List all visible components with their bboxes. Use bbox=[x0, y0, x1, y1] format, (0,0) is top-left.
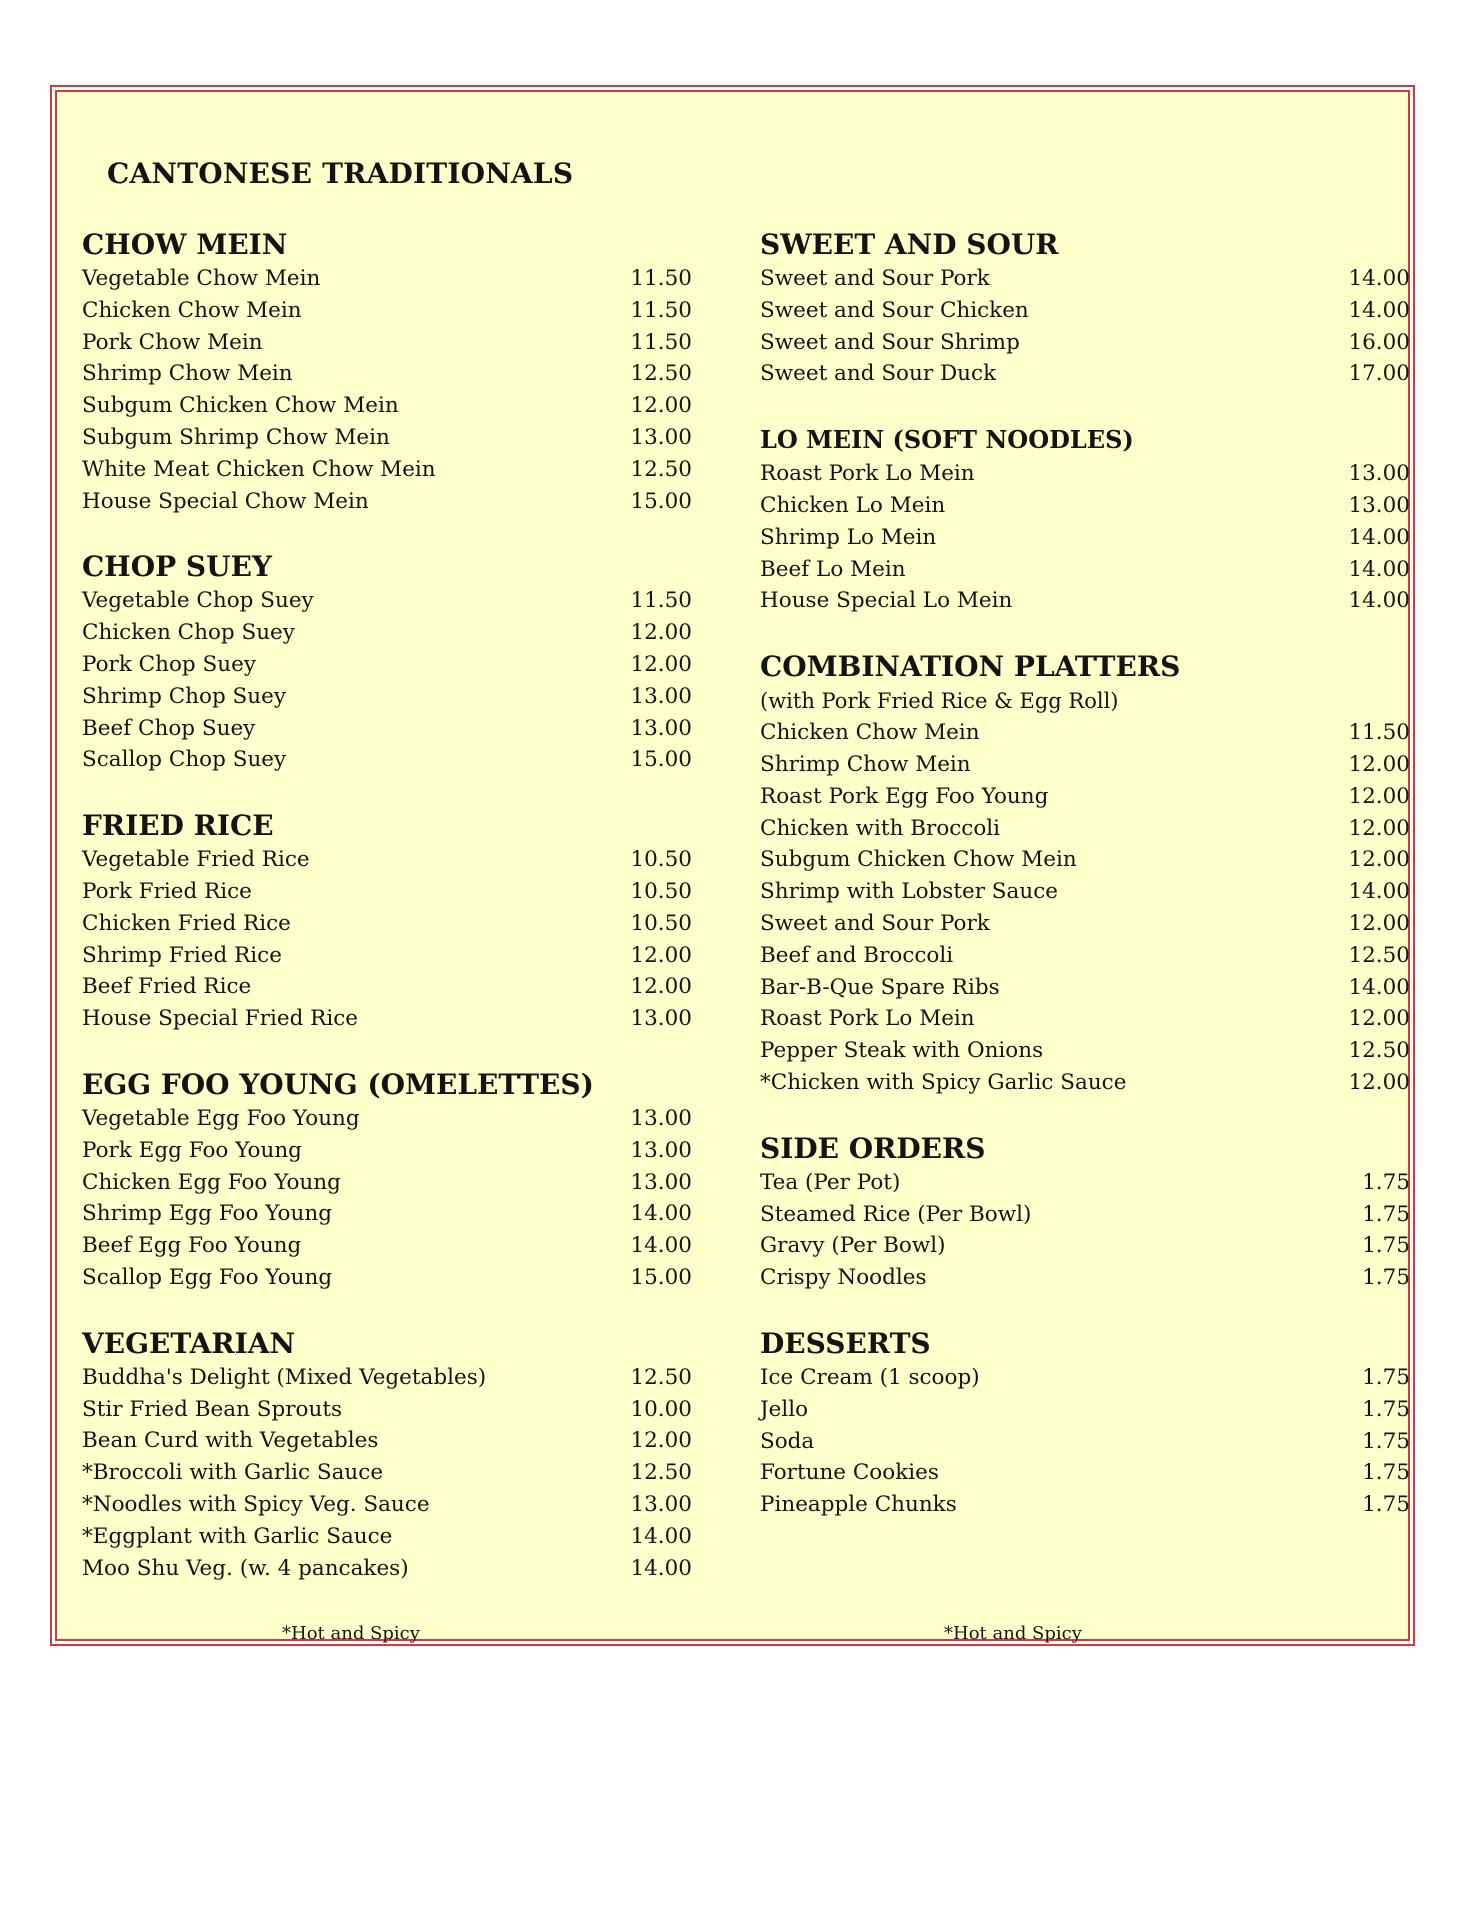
menu-item bbox=[82, 1230, 692, 1262]
menu-item bbox=[760, 295, 1410, 327]
menu-item bbox=[760, 458, 1410, 490]
menu-item-name: Subgum Chicken Chow Mein bbox=[760, 847, 1077, 873]
section-vegetarian bbox=[82, 1326, 692, 1585]
section-title: CHOP SUEY bbox=[82, 550, 272, 584]
menu-item bbox=[82, 295, 692, 327]
menu-item-price: 13.00 bbox=[630, 1491, 692, 1517]
menu-item-price: 13.00 bbox=[1348, 461, 1410, 487]
section-title: EGG FOO YOUNG (OMELETTES) bbox=[82, 1067, 594, 1101]
menu-item bbox=[760, 717, 1410, 749]
menu-item-name: Beef Fried Rice bbox=[82, 974, 252, 1000]
menu-item-price: 12.00 bbox=[1348, 847, 1410, 873]
menu-item-price: 14.00 bbox=[1348, 974, 1410, 1000]
menu-item-price: 15.00 bbox=[630, 1264, 692, 1290]
menu-item-price: 13.00 bbox=[630, 1137, 692, 1163]
menu-item-name: Chicken Chow Mein bbox=[82, 297, 302, 323]
menu-item-name: Steamed Rice (Per Bowl) bbox=[760, 1201, 1032, 1227]
menu-item-name: Roast Pork Egg Foo Young bbox=[760, 783, 1049, 809]
menu-item-price: 12.50 bbox=[630, 456, 692, 482]
menu-item-name: Pork Chop Suey bbox=[82, 651, 256, 677]
menu-item-price: 12.50 bbox=[1348, 1038, 1410, 1064]
menu-item-price: 14.00 bbox=[630, 1523, 692, 1549]
menu-item-price: 13.00 bbox=[1348, 492, 1410, 518]
menu-item bbox=[760, 327, 1410, 359]
menu-item-name: Shrimp Chow Mein bbox=[82, 361, 293, 387]
menu-item-price: 1.75 bbox=[1362, 1492, 1410, 1518]
menu-item bbox=[760, 1362, 1410, 1394]
section-title: VEGETARIAN bbox=[82, 1326, 296, 1360]
section-note: (with Pork Fried Rice & Egg Roll) bbox=[760, 689, 1119, 714]
menu-item-price: 12.00 bbox=[1348, 1069, 1410, 1095]
menu-item-price: 14.00 bbox=[1348, 266, 1410, 291]
menu-item bbox=[760, 844, 1410, 876]
menu-item-name: Sweet and Sour Duck bbox=[760, 361, 997, 387]
menu-item-name: House Special Chow Mein bbox=[82, 488, 369, 514]
menu-item-name: Tea (Per Pot) bbox=[760, 1169, 901, 1195]
menu-item bbox=[760, 1067, 1410, 1099]
menu-item-name: *Eggplant with Garlic Sauce bbox=[82, 1523, 393, 1549]
section-egg-foo-young-omelettes bbox=[82, 1067, 692, 1294]
menu-item-price: 11.50 bbox=[630, 588, 692, 614]
menu-item bbox=[760, 908, 1410, 940]
menu-item bbox=[760, 554, 1410, 586]
menu-item-price: 1.75 bbox=[1362, 1233, 1410, 1259]
section-combination-platters bbox=[760, 649, 1410, 1099]
menu-item-price: 10.00 bbox=[630, 1396, 692, 1422]
menu-item-name: Vegetable Chow Mein bbox=[82, 266, 321, 291]
menu-item bbox=[82, 1489, 692, 1521]
menu-item bbox=[82, 617, 692, 649]
menu-item bbox=[760, 972, 1410, 1004]
menu-item-price: 14.00 bbox=[630, 1201, 692, 1227]
section-desserts bbox=[760, 1326, 1410, 1521]
menu-item-name: Chicken Lo Mein bbox=[760, 492, 946, 518]
menu-item-price: 11.50 bbox=[630, 329, 692, 355]
menu-item-price: 14.00 bbox=[1348, 297, 1410, 323]
menu-item-price: 12.00 bbox=[630, 620, 692, 646]
menu-item-name: Pork Egg Foo Young bbox=[82, 1137, 302, 1163]
menu-item-name: Roast Pork Lo Mein bbox=[760, 461, 975, 487]
menu-item-price: 13.00 bbox=[630, 715, 692, 741]
menu-item bbox=[82, 390, 692, 422]
menu-item bbox=[760, 1489, 1410, 1521]
menu-item-name: White Meat Chicken Chow Mein bbox=[82, 456, 436, 482]
menu-item bbox=[82, 1521, 692, 1553]
menu-item bbox=[82, 1553, 692, 1585]
menu-item bbox=[82, 327, 692, 359]
menu-item-price: 1.75 bbox=[1362, 1201, 1410, 1227]
menu-item bbox=[82, 876, 692, 908]
menu-item bbox=[82, 1394, 692, 1426]
menu-item bbox=[760, 358, 1410, 390]
menu-item-name: Vegetable Chop Suey bbox=[82, 588, 314, 614]
menu-item-price: 1.75 bbox=[1362, 1169, 1410, 1195]
menu-item-name: Subgum Shrimp Chow Mein bbox=[82, 424, 390, 450]
left-column bbox=[82, 227, 692, 1616]
menu-item bbox=[760, 1199, 1410, 1231]
menu-item bbox=[82, 1198, 692, 1230]
menu-item-name: Beef Chop Suey bbox=[82, 715, 256, 741]
section-chow-mein bbox=[82, 227, 692, 517]
menu-item-name: Buddha's Delight (Mixed Vegetables) bbox=[82, 1364, 487, 1390]
menu-item bbox=[760, 781, 1410, 813]
menu-item-price: 13.00 bbox=[630, 1169, 692, 1195]
menu-item bbox=[760, 263, 1410, 295]
section-chop-suey bbox=[82, 549, 692, 776]
menu-item-name: Beef and Broccoli bbox=[760, 942, 954, 968]
menu-item-price: 12.00 bbox=[1348, 910, 1410, 936]
menu-item bbox=[82, 1135, 692, 1167]
menu-item bbox=[82, 908, 692, 940]
footnote-hot-spicy-left: *Hot and Spicy bbox=[282, 1623, 420, 1644]
menu-item-price: 11.50 bbox=[630, 297, 692, 323]
menu-item-price: 12.00 bbox=[1348, 1006, 1410, 1032]
menu-item-price: 12.00 bbox=[1348, 783, 1410, 809]
menu-item bbox=[82, 1457, 692, 1489]
menu-item bbox=[82, 358, 692, 390]
section-side-orders bbox=[760, 1131, 1410, 1294]
menu-item-price: 1.75 bbox=[1362, 1396, 1410, 1422]
menu-item-name: Shrimp Chop Suey bbox=[82, 683, 286, 709]
menu-item-name: House Special Lo Mein bbox=[760, 588, 1013, 614]
menu-item-price: 12.50 bbox=[1348, 942, 1410, 968]
menu-item-name: Pork Chow Mein bbox=[82, 329, 263, 355]
section-title: SWEET AND SOUR bbox=[760, 228, 1059, 261]
menu-item-price: 12.00 bbox=[630, 1428, 692, 1454]
menu-item-price: 13.00 bbox=[630, 1105, 692, 1131]
menu-item-name: Chicken Fried Rice bbox=[82, 910, 291, 936]
section-title: DESSERTS bbox=[760, 1326, 931, 1360]
menu-item-price: 14.00 bbox=[1348, 879, 1410, 905]
section-title: CHOW MEIN bbox=[82, 228, 288, 261]
menu-item bbox=[760, 585, 1410, 617]
menu-item-price: 1.75 bbox=[1362, 1265, 1410, 1291]
menu-item-price: 1.75 bbox=[1362, 1364, 1410, 1390]
section-sweet-and-sour bbox=[760, 227, 1410, 390]
menu-item-price: 10.50 bbox=[630, 878, 692, 904]
menu-item bbox=[760, 522, 1410, 554]
menu-item-name: Jello bbox=[760, 1396, 809, 1422]
menu-item bbox=[760, 1457, 1410, 1489]
menu-item-name: Pork Fried Rice bbox=[82, 878, 252, 904]
menu-item bbox=[760, 1230, 1410, 1262]
menu-item-name: Shrimp with Lobster Sauce bbox=[760, 879, 1058, 905]
menu-item-price: 14.00 bbox=[630, 1555, 692, 1581]
menu-item-name: *Noodles with Spicy Veg. Sauce bbox=[82, 1491, 430, 1517]
menu-item bbox=[760, 1394, 1410, 1426]
menu-item-price: 12.50 bbox=[630, 1460, 692, 1486]
menu-item-price: 12.50 bbox=[630, 361, 692, 387]
menu-item-name: Soda bbox=[760, 1428, 815, 1454]
menu-item bbox=[760, 1262, 1410, 1294]
menu-item bbox=[760, 1035, 1410, 1067]
section-title: COMBINATION PLATTERS bbox=[760, 650, 1181, 684]
menu-item-name: Bean Curd with Vegetables bbox=[82, 1428, 379, 1454]
menu-item bbox=[82, 713, 692, 745]
menu-item-name: Shrimp Fried Rice bbox=[82, 942, 282, 968]
menu-item bbox=[82, 1262, 692, 1294]
menu-item bbox=[760, 813, 1410, 845]
menu-item-name: Shrimp Lo Mein bbox=[760, 524, 937, 550]
menu-item-name: Beef Lo Mein bbox=[760, 556, 906, 582]
menu-item-price: 10.50 bbox=[630, 910, 692, 936]
section-fried-rice bbox=[82, 808, 692, 1035]
menu-item-name: Chicken Egg Foo Young bbox=[82, 1169, 341, 1195]
menu-item bbox=[82, 585, 692, 617]
menu-item-name: Sweet and Sour Chicken bbox=[760, 297, 1029, 323]
menu-item-name: Subgum Chicken Chow Mein bbox=[82, 393, 399, 419]
menu-item bbox=[82, 1425, 692, 1457]
menu-item-name: Fortune Cookies bbox=[760, 1460, 939, 1486]
menu-item-name: Shrimp Egg Foo Young bbox=[82, 1201, 332, 1227]
menu-item bbox=[82, 971, 692, 1003]
menu-item-price: 12.00 bbox=[1348, 815, 1410, 841]
menu-item-name: Vegetable Fried Rice bbox=[82, 847, 310, 873]
menu-item-name: Vegetable Egg Foo Young bbox=[82, 1105, 360, 1131]
menu-item-name: Sweet and Sour Pork bbox=[760, 910, 990, 936]
menu-item-name: Roast Pork Lo Mein bbox=[760, 1006, 975, 1032]
menu-item-price: 15.00 bbox=[630, 747, 692, 773]
section-title: LO MEIN (SOFT NOODLES) bbox=[760, 425, 1134, 455]
menu-border bbox=[50, 85, 1415, 1646]
menu-item-name: Pineapple Chunks bbox=[760, 1492, 957, 1518]
menu-item-price: 13.00 bbox=[630, 683, 692, 709]
menu-item bbox=[760, 876, 1410, 908]
menu-item bbox=[760, 1167, 1410, 1199]
menu-item-price: 1.75 bbox=[1362, 1460, 1410, 1486]
right-column bbox=[760, 227, 1410, 1553]
menu-item-name: Gravy (Per Bowl) bbox=[760, 1233, 946, 1259]
menu-item bbox=[82, 486, 692, 518]
menu-item-name: Beef Egg Foo Young bbox=[82, 1233, 302, 1259]
menu-item-price: 14.00 bbox=[1348, 524, 1410, 550]
menu-panel bbox=[55, 90, 1410, 1644]
menu-item-name: Chicken Chow Mein bbox=[760, 720, 980, 746]
menu-item bbox=[760, 1003, 1410, 1035]
menu-item-name: Sweet and Sour Shrimp bbox=[760, 329, 1020, 355]
menu-item-name: Ice Cream (1 scoop) bbox=[760, 1364, 980, 1390]
section-title: SIDE ORDERS bbox=[760, 1131, 986, 1165]
menu-item-name: Pepper Steak with Onions bbox=[760, 1038, 1044, 1064]
menu-item-price: 12.00 bbox=[630, 651, 692, 677]
menu-item bbox=[82, 1362, 692, 1394]
menu-item-name: Chicken Chop Suey bbox=[82, 620, 295, 646]
menu-item bbox=[82, 422, 692, 454]
menu-item bbox=[82, 454, 692, 486]
section-title: FRIED RICE bbox=[82, 809, 274, 843]
menu-item bbox=[82, 1167, 692, 1199]
menu-item bbox=[760, 749, 1410, 781]
menu-item-price: 13.00 bbox=[630, 424, 692, 450]
menu-item-price: 13.00 bbox=[630, 1006, 692, 1032]
menu-item-price: 1.75 bbox=[1362, 1428, 1410, 1454]
menu-item-name: Stir Fried Bean Sprouts bbox=[82, 1396, 343, 1422]
menu-item-price: 12.00 bbox=[630, 974, 692, 1000]
menu-item-price: 11.50 bbox=[630, 266, 692, 291]
menu-item-price: 14.00 bbox=[1348, 556, 1410, 582]
menu-item-price: 16.00 bbox=[1348, 329, 1410, 355]
menu-item-name: Scallop Egg Foo Young bbox=[82, 1264, 333, 1290]
menu-item-name: Shrimp Chow Mein bbox=[760, 751, 971, 777]
menu-item-price: 17.00 bbox=[1348, 361, 1410, 387]
menu-item-name: Sweet and Sour Pork bbox=[760, 266, 990, 291]
menu-item-name: Moo Shu Veg. (w. 4 pancakes) bbox=[82, 1555, 409, 1581]
menu-item-price: 15.00 bbox=[630, 488, 692, 514]
menu-item-price: 10.50 bbox=[630, 847, 692, 873]
menu-item-price: 12.00 bbox=[630, 942, 692, 968]
menu-item bbox=[760, 940, 1410, 972]
menu-item-name: *Chicken with Spicy Garlic Sauce bbox=[760, 1069, 1127, 1095]
menu-item-name: Bar-B-Que Spare Ribs bbox=[760, 974, 1000, 1000]
menu-item bbox=[82, 940, 692, 972]
menu-item-name: Scallop Chop Suey bbox=[82, 747, 287, 773]
menu-item bbox=[760, 1426, 1410, 1458]
menu-item bbox=[760, 490, 1410, 522]
menu-item bbox=[82, 744, 692, 776]
menu-item bbox=[82, 263, 692, 295]
menu-item-price: 12.50 bbox=[630, 1364, 692, 1390]
menu-item bbox=[82, 649, 692, 681]
menu-item bbox=[82, 844, 692, 876]
footnote-hot-spicy-right: *Hot and Spicy bbox=[944, 1623, 1082, 1644]
menu-item-price: 12.00 bbox=[1348, 751, 1410, 777]
page-title: CANTONESE TRADITIONALS bbox=[107, 157, 574, 190]
menu-item-name: House Special Fried Rice bbox=[82, 1006, 359, 1032]
menu-item-price: 14.00 bbox=[630, 1233, 692, 1259]
menu-item-price: 12.00 bbox=[630, 393, 692, 419]
menu-item-name: *Broccoli with Garlic Sauce bbox=[82, 1460, 384, 1486]
menu-item bbox=[82, 681, 692, 713]
menu-item-name: Chicken with Broccoli bbox=[760, 815, 1001, 841]
menu-item bbox=[82, 1103, 692, 1135]
section-lo-mein-soft-noodles bbox=[760, 422, 1410, 617]
menu-item-price: 14.00 bbox=[1348, 588, 1410, 614]
menu-item-price: 11.50 bbox=[1348, 720, 1410, 746]
menu-item-name: Crispy Noodles bbox=[760, 1265, 927, 1291]
menu-item bbox=[82, 1003, 692, 1035]
